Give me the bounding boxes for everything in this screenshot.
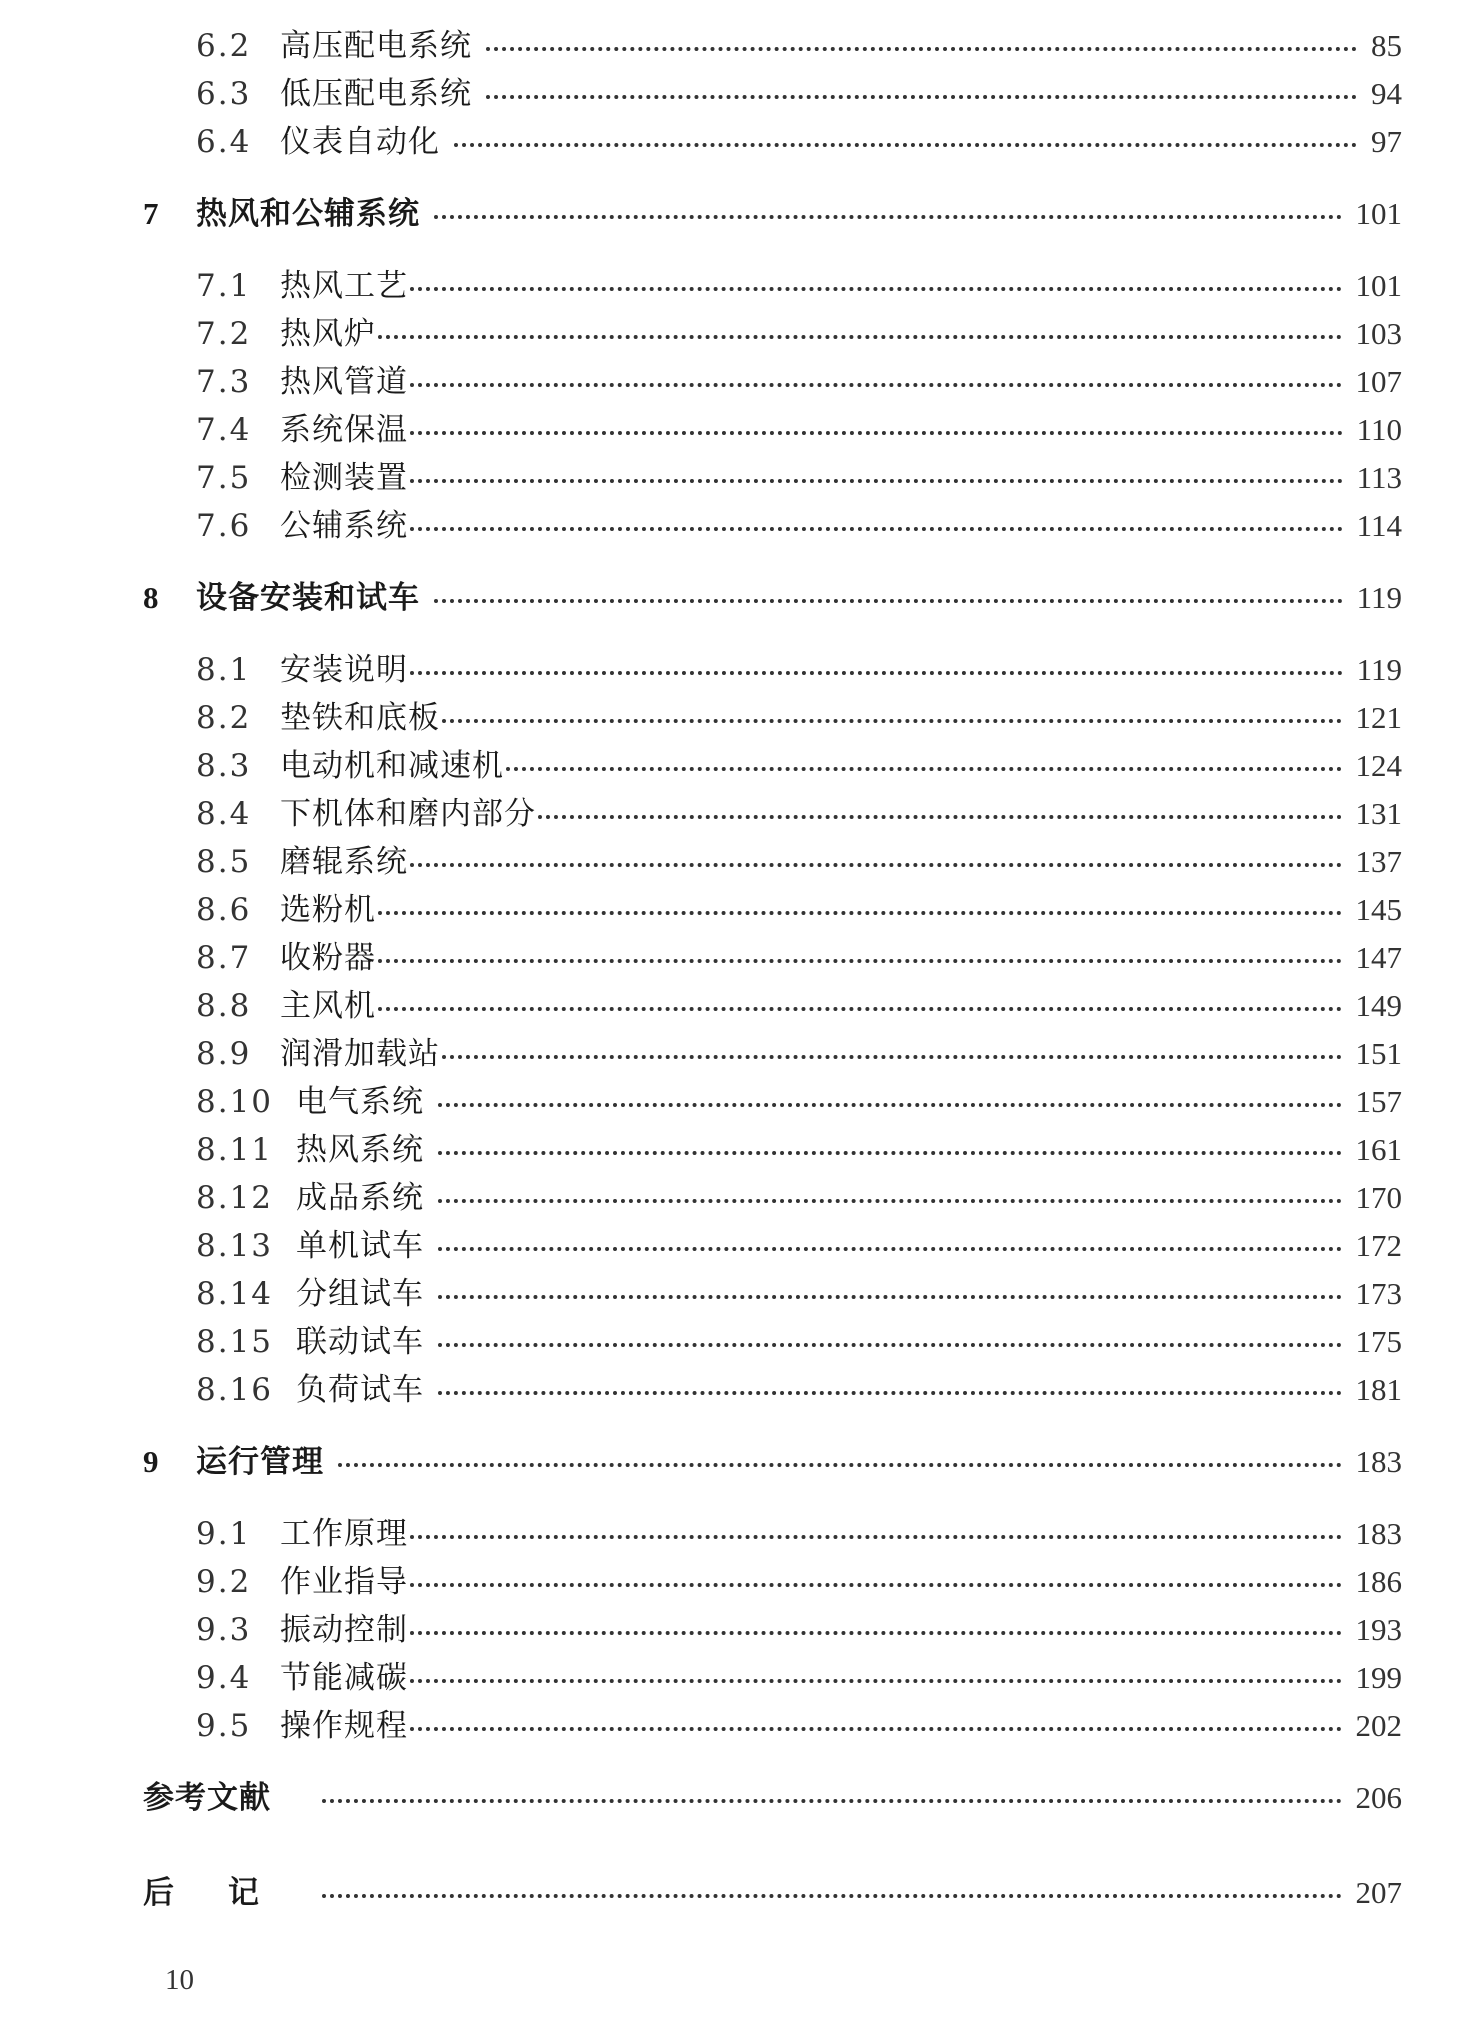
entry-title: 分组试车 [296, 1276, 424, 1312]
entry-page: 124 [1355, 748, 1402, 783]
dot-leader [378, 1007, 1342, 1011]
dot-leader [322, 1799, 1342, 1803]
toc-entry[interactable] [196, 1368, 1402, 1412]
entry-title: 公辅系统 [280, 508, 408, 544]
entry-number: 8.15 [196, 1324, 274, 1360]
entry-page: 121 [1355, 700, 1402, 735]
dot-leader [378, 335, 1342, 339]
entry-page: 131 [1355, 796, 1402, 831]
entry-page: 137 [1355, 844, 1402, 879]
entry-title: 单机试车 [296, 1228, 424, 1264]
toc-entry[interactable] [196, 1512, 1402, 1556]
chapter-number: 8 [143, 580, 161, 615]
chapter-page: 101 [1355, 196, 1402, 231]
toc-entry[interactable] [196, 72, 1402, 116]
entry-page: 175 [1355, 1324, 1402, 1359]
toc-entry[interactable] [196, 648, 1402, 692]
entry-page: 161 [1355, 1132, 1402, 1167]
dot-leader [438, 1199, 1342, 1203]
entry-title: 系统保温 [280, 412, 408, 448]
entry-number: 8.12 [196, 1180, 274, 1216]
entry-page: 149 [1355, 988, 1402, 1023]
entry-title: 选粉机 [280, 892, 376, 928]
toc-entry[interactable] [196, 792, 1402, 836]
chapter-title: 热风和公辅系统 [196, 196, 420, 232]
entry-number: 8.13 [196, 1228, 274, 1264]
entry-title: 低压配电系统 [280, 76, 472, 112]
dot-leader [410, 1727, 1342, 1731]
entry-page: 202 [1355, 1708, 1402, 1743]
entry-number: 9.5 [196, 1708, 252, 1744]
entry-title: 收粉器 [280, 940, 376, 976]
entry-page: 151 [1355, 1036, 1402, 1071]
entry-title: 成品系统 [296, 1180, 424, 1216]
toc-chapter[interactable] [143, 576, 1402, 620]
toc-entry[interactable] [196, 984, 1402, 1028]
dot-leader [410, 863, 1342, 867]
toc-entry[interactable] [196, 840, 1402, 884]
references-page: 206 [1355, 1780, 1402, 1815]
entry-number: 8.7 [196, 940, 252, 976]
chapter-page: 119 [1356, 580, 1402, 615]
dot-leader [434, 599, 1343, 603]
entry-number: 8.11 [196, 1132, 274, 1168]
entry-number: 8.16 [196, 1372, 274, 1408]
dot-leader [442, 719, 1342, 723]
entry-page: 110 [1356, 412, 1402, 447]
toc-entry[interactable] [196, 1176, 1402, 1220]
entry-page: 183 [1355, 1516, 1402, 1551]
toc-entry[interactable] [196, 264, 1402, 308]
dot-leader [410, 431, 1343, 435]
entry-number: 8.9 [196, 1036, 252, 1072]
toc-entry[interactable] [196, 1320, 1402, 1364]
entry-number: 8.3 [196, 748, 252, 784]
toc-entry[interactable] [196, 24, 1402, 68]
entry-title: 垫铁和底板 [280, 700, 440, 736]
dot-leader [506, 767, 1342, 771]
dot-leader [378, 959, 1342, 963]
dot-leader [486, 95, 1357, 99]
page-number: 10 [165, 1964, 194, 1996]
entry-page: 145 [1355, 892, 1402, 927]
entry-title: 热风炉 [280, 316, 376, 352]
dot-leader [322, 1894, 1342, 1898]
entry-number: 6.3 [196, 76, 252, 112]
dot-leader [410, 383, 1342, 387]
toc-entry[interactable] [196, 744, 1402, 788]
entry-page: 157 [1355, 1084, 1402, 1119]
toc-entry[interactable] [196, 1032, 1402, 1076]
entry-number: 7.5 [196, 460, 252, 496]
entry-title: 工作原理 [280, 1516, 408, 1552]
afterword-title: 后记 [143, 1875, 313, 1911]
toc-references[interactable] [143, 1776, 1402, 1820]
entry-page: 170 [1355, 1180, 1402, 1215]
entry-number: 8.8 [196, 988, 252, 1024]
entry-page: 107 [1355, 364, 1402, 399]
entry-number: 9.4 [196, 1660, 252, 1696]
entry-number: 8.4 [196, 796, 252, 832]
toc-entry[interactable] [196, 888, 1402, 932]
toc-entry[interactable] [196, 504, 1402, 548]
entry-number: 8.2 [196, 700, 252, 736]
dot-leader [538, 815, 1342, 819]
entry-number: 8.14 [196, 1276, 274, 1312]
dot-leader [410, 1631, 1342, 1635]
toc-entry[interactable] [196, 120, 1402, 164]
entry-page: 113 [1356, 460, 1402, 495]
entry-number: 9.3 [196, 1612, 252, 1648]
entry-number: 6.2 [196, 28, 252, 64]
dot-leader [438, 1247, 1342, 1251]
dot-leader [410, 1679, 1342, 1683]
entry-number: 7.3 [196, 364, 252, 400]
entry-page: 193 [1355, 1612, 1402, 1647]
entry-title: 检测装置 [280, 460, 408, 496]
entry-title: 作业指导 [280, 1564, 408, 1600]
entry-title: 安装说明 [280, 652, 408, 688]
entry-page: 172 [1355, 1228, 1402, 1263]
entry-title: 高压配电系统 [280, 28, 472, 64]
entry-title: 下机体和磨内部分 [280, 796, 536, 832]
toc-entry[interactable] [196, 936, 1402, 980]
entry-number: 7.4 [196, 412, 252, 448]
entry-page: 94 [1371, 76, 1402, 111]
toc-entry[interactable] [196, 1224, 1402, 1268]
dot-leader [438, 1103, 1342, 1107]
entry-number: 9.1 [196, 1516, 252, 1552]
toc-chapter[interactable] [143, 1440, 1402, 1484]
toc-entry[interactable] [196, 408, 1402, 452]
entry-number: 7.6 [196, 508, 252, 544]
chapter-title: 设备安装和试车 [196, 580, 420, 616]
toc-entry[interactable] [196, 1704, 1402, 1748]
dot-leader [410, 671, 1343, 675]
toc-afterword[interactable] [143, 1871, 1402, 1915]
entry-page: 147 [1355, 940, 1402, 975]
entry-title: 仪表自动化 [280, 124, 440, 160]
toc-entry[interactable] [196, 360, 1402, 404]
entry-title: 操作规程 [280, 1708, 408, 1744]
entry-number: 9.2 [196, 1564, 252, 1600]
chapter-title: 运行管理 [196, 1444, 324, 1480]
dot-leader [410, 1535, 1342, 1539]
entry-page: 114 [1356, 508, 1402, 543]
chapter-number: 9 [143, 1444, 161, 1479]
entry-title: 振动控制 [280, 1612, 408, 1648]
dot-leader [378, 911, 1342, 915]
toc-entry[interactable] [196, 1608, 1402, 1652]
toc-chapter[interactable] [143, 192, 1402, 236]
dot-leader [454, 143, 1357, 147]
dot-leader [410, 527, 1343, 531]
entry-page: 119 [1356, 652, 1402, 687]
dot-leader [438, 1295, 1342, 1299]
dot-leader [410, 1583, 1342, 1587]
dot-leader [434, 215, 1342, 219]
toc-entry[interactable] [196, 456, 1402, 500]
toc-entry[interactable] [196, 1656, 1402, 1700]
dot-leader [438, 1391, 1342, 1395]
references-title: 参考文献 [143, 1780, 271, 1816]
entry-number: 8.5 [196, 844, 252, 880]
entry-page: 186 [1355, 1564, 1402, 1599]
entry-number: 8.6 [196, 892, 252, 928]
entry-number: 7.1 [196, 268, 252, 304]
toc-entry[interactable] [196, 1128, 1402, 1172]
toc-entry[interactable] [196, 312, 1402, 356]
entry-title: 润滑加载站 [280, 1036, 440, 1072]
entry-page: 101 [1355, 268, 1402, 303]
entry-title: 电动机和减速机 [280, 748, 504, 784]
chapter-number: 7 [143, 196, 161, 231]
afterword-page: 207 [1355, 1875, 1402, 1910]
entry-title: 电气系统 [296, 1084, 424, 1120]
toc-entry[interactable] [196, 696, 1402, 740]
dot-leader [410, 479, 1343, 483]
entry-title: 热风管道 [280, 364, 408, 400]
dot-leader [410, 287, 1342, 291]
entry-title: 负荷试车 [296, 1372, 424, 1408]
dot-leader [486, 47, 1357, 51]
entry-number: 8.10 [196, 1084, 274, 1120]
entry-title: 联动试车 [296, 1324, 424, 1360]
entry-page: 173 [1355, 1276, 1402, 1311]
toc-entry[interactable] [196, 1272, 1402, 1316]
entry-page: 103 [1355, 316, 1402, 351]
entry-title: 节能减碳 [280, 1660, 408, 1696]
entry-title: 磨辊系统 [280, 844, 408, 880]
entry-page: 97 [1371, 124, 1402, 159]
entry-number: 8.1 [196, 652, 252, 688]
entry-title: 热风工艺 [280, 268, 408, 304]
chapter-page: 183 [1355, 1444, 1402, 1479]
dot-leader [442, 1055, 1342, 1059]
entry-page: 181 [1355, 1372, 1402, 1407]
entry-number: 7.2 [196, 316, 252, 352]
dot-leader [338, 1463, 1342, 1467]
entry-page: 199 [1355, 1660, 1402, 1695]
entry-number: 6.4 [196, 124, 252, 160]
toc-entry[interactable] [196, 1560, 1402, 1604]
toc-entry[interactable] [196, 1080, 1402, 1124]
dot-leader [438, 1343, 1342, 1347]
entry-page: 85 [1371, 28, 1402, 63]
entry-title: 主风机 [280, 988, 376, 1024]
entry-title: 热风系统 [296, 1132, 424, 1168]
dot-leader [438, 1151, 1342, 1155]
